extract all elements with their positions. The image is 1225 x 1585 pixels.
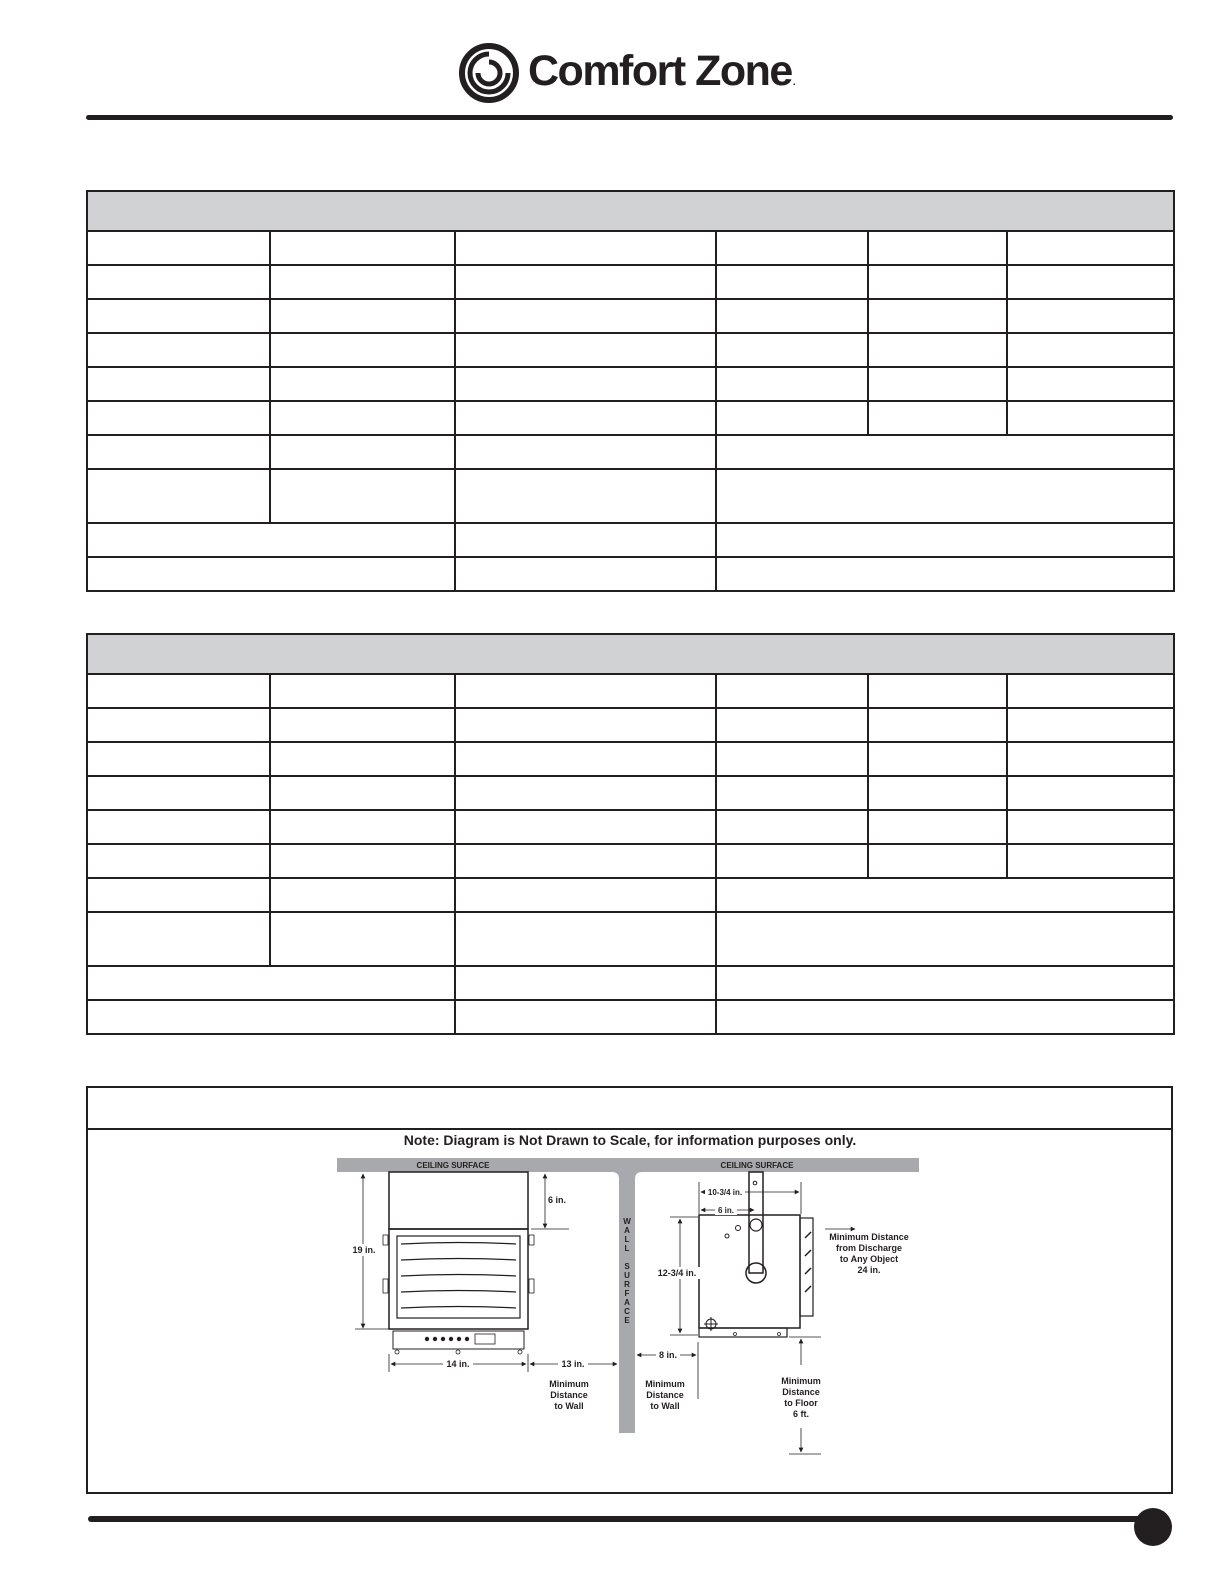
- table-header-band: [87, 634, 1174, 674]
- page-header: [0, 0, 1225, 130]
- dim-10-3-4-label: 10-3/4 in.: [707, 1188, 743, 1197]
- dim-19-label: 19 in.: [352, 1245, 376, 1255]
- table-row: [87, 299, 1174, 333]
- svg-text:Minimum: Minimum: [645, 1379, 685, 1389]
- table-row: [87, 333, 1174, 367]
- svg-text:Distance: Distance: [782, 1387, 820, 1397]
- spec-table-2: [86, 633, 1175, 1035]
- svg-text:L: L: [624, 1235, 630, 1244]
- table-row: [87, 776, 1174, 810]
- table-row: [87, 1000, 1174, 1034]
- diagram-title-band: [88, 1088, 1171, 1130]
- table-row: [87, 878, 1174, 912]
- min-distance-discharge-label: [829, 1232, 909, 1275]
- table-row: [87, 810, 1174, 844]
- dim-6-side-label: 6 in.: [717, 1206, 735, 1215]
- diagram-note: Note: Diagram is Not Drawn to Scale, for information purposes only.: [403, 1132, 857, 1148]
- svg-text:Minimum: Minimum: [549, 1379, 589, 1389]
- svg-text:to Wall: to Wall: [554, 1401, 584, 1411]
- svg-text:C: C: [624, 1307, 630, 1316]
- ceiling-label-right: CEILING SURFACE: [720, 1161, 794, 1170]
- dim-13-label: 13 in.: [561, 1359, 585, 1369]
- clearance-diagram: [335, 1132, 925, 1488]
- header-rule: [86, 115, 1173, 120]
- table-row: [87, 674, 1174, 708]
- brand-logo: [458, 42, 796, 104]
- svg-text:6 ft.: 6 ft.: [792, 1409, 810, 1419]
- svg-text:Distance: Distance: [646, 1390, 684, 1400]
- table-row: [87, 401, 1174, 435]
- table-title-cell: [87, 191, 1174, 231]
- svg-text:24 in.: 24 in.: [857, 1265, 881, 1275]
- min-distance-wall-left-label: [549, 1379, 589, 1411]
- table-row: [87, 844, 1174, 878]
- table-row: [87, 435, 1174, 469]
- spec-table-1: [86, 190, 1175, 592]
- svg-text:Minimum: Minimum: [781, 1376, 821, 1386]
- svg-text:A: A: [624, 1226, 630, 1235]
- table-row: [87, 265, 1174, 299]
- table-row: [87, 742, 1174, 776]
- control-panel-buttons: [425, 1337, 469, 1341]
- registered-mark: .: [792, 76, 796, 88]
- footer-rule: [88, 1516, 1140, 1522]
- svg-text:L: L: [624, 1244, 630, 1253]
- svg-text:Minimum Distance: Minimum Distance: [829, 1232, 909, 1242]
- dim-8-label: 8 in.: [658, 1350, 678, 1360]
- table-row: [87, 557, 1174, 591]
- svg-text:to Wall: to Wall: [650, 1401, 680, 1411]
- heater-front-view: [383, 1172, 534, 1354]
- svg-text:F: F: [624, 1289, 630, 1298]
- table-row: [87, 523, 1174, 557]
- dim-14-label: 14 in.: [446, 1359, 470, 1369]
- dim-6-top-label: 6 in.: [548, 1195, 567, 1205]
- table-header-band: [87, 191, 1174, 231]
- svg-text:from Discharge: from Discharge: [835, 1243, 903, 1253]
- svg-text:W: W: [623, 1217, 631, 1226]
- dim-12-3-4-label: 12-3/4 in.: [657, 1268, 697, 1278]
- svg-text:U: U: [624, 1271, 630, 1280]
- svg-text:Distance: Distance: [550, 1390, 588, 1400]
- table-title-cell: [87, 634, 1174, 674]
- discharge-louvers: [805, 1232, 811, 1292]
- svg-text:E: E: [624, 1316, 630, 1325]
- min-distance-wall-right-label: [645, 1379, 685, 1411]
- svg-text:to Any Object: to Any Object: [839, 1254, 899, 1264]
- table-row: [87, 231, 1174, 265]
- ceiling-label-left: CEILING SURFACE: [416, 1161, 490, 1170]
- table-row: [87, 367, 1174, 401]
- table-row: [87, 912, 1174, 966]
- table-row: [87, 708, 1174, 742]
- table-row: [87, 966, 1174, 1000]
- svg-text:S: S: [624, 1262, 630, 1271]
- min-distance-floor-label: [781, 1376, 821, 1419]
- clearance-diagram-box: [86, 1086, 1173, 1494]
- svg-text:to Floor: to Floor: [784, 1398, 818, 1408]
- comfort-zone-swirl-icon: [458, 42, 520, 104]
- brand-name: Comfort Zone.: [528, 46, 796, 95]
- table-row: [87, 469, 1174, 523]
- svg-text:R: R: [624, 1280, 630, 1289]
- page-number-badge: [1134, 1508, 1172, 1546]
- svg-text:A: A: [624, 1298, 630, 1307]
